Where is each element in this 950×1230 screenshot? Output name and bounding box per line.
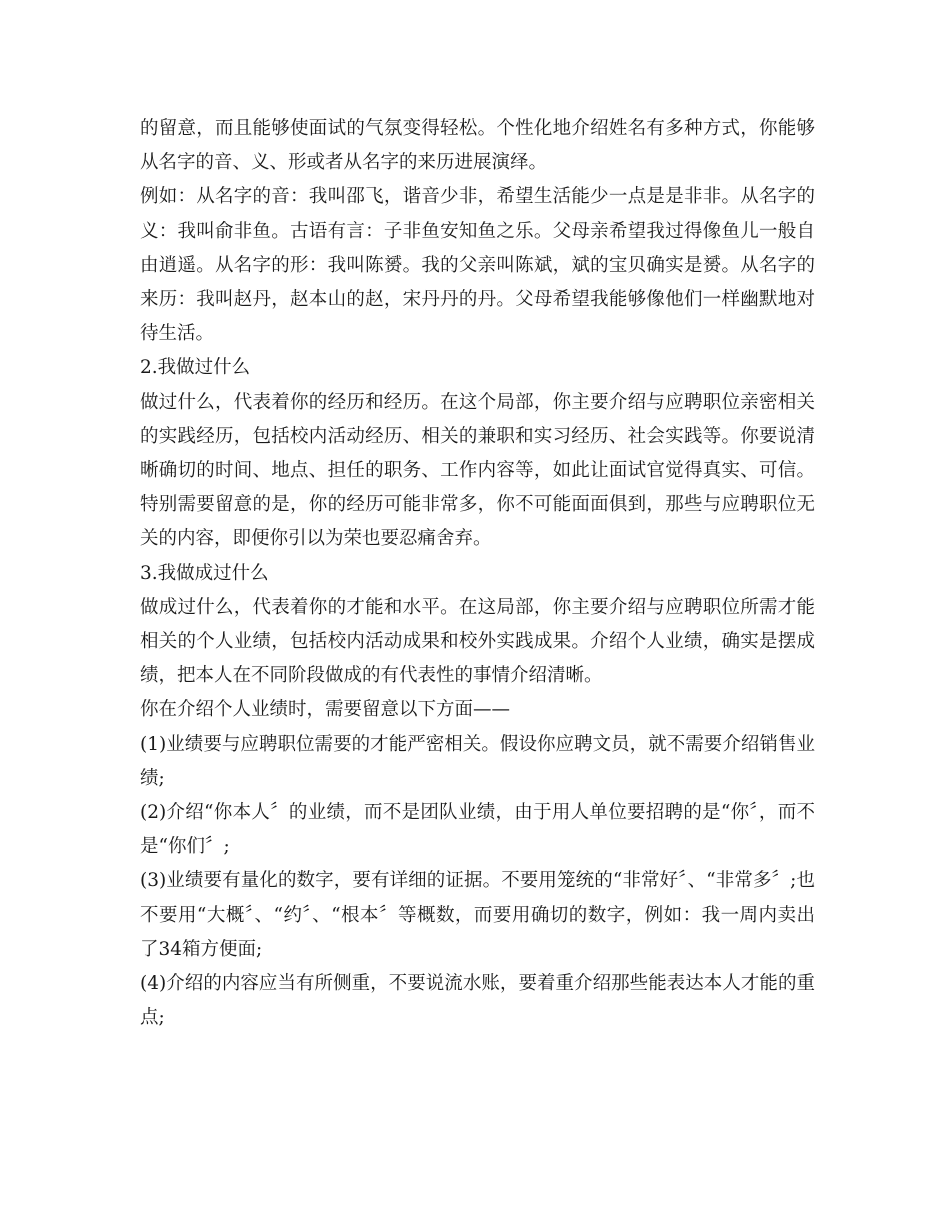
paragraph-name-examples: 例如：从名字的音：我叫邵飞，谐音少非，希望生活能少一点是是非非。从名字的义：我叫俞非鱼。古语有言：子非鱼安知鱼之乐。父母亲希望我过得像鱼儿一般自由逍遥。从名字的形：我叫陈赟。我的父亲叫陈斌，斌的宝贝确实是赟。从名字的来历：我叫赵丹，赵本山的赵，宋丹丹的丹。父母希望我能够像他们一样幽默地对待生活。 xyxy=(140,186,815,345)
list-item-3: (3)业绩要有量化的数字，要有详细的证据。不要用笼统的“非常好〞、“非常多〞;也不要用“大概〞、“约〞、“根本〞等概数，而要用确切的数字，例如：我一周内卖出了34箱方便面; xyxy=(140,870,815,960)
list-item-2: (2)介绍“你本人〞的业绩，而不是团队业绩，由于用人单位要招聘的是“你〞，而不是“你们〞; xyxy=(140,802,815,858)
paragraph-attention-intro: 你在介绍个人业绩时，需要留意以下方面—— xyxy=(140,699,511,721)
paragraph-name-intro-end: 的留意，而且能够使面试的气氛变得轻松。个性化地介绍姓名有多种方式，你能够从名字的音、义、形或者从名字的来历进展演绎。 xyxy=(140,118,815,174)
section-heading-what-i-achieved: 3.我做成过什么 xyxy=(140,562,269,584)
list-item-4: (4)介绍的内容应当有所侧重，不要说流水账，要着重介绍那些能表达本人才能的重点; xyxy=(140,973,815,1029)
paragraph-achievements: 做成过什么，代表着你的才能和水平。在这局部，你主要介绍与应聘职位所需才能相关的个人业绩，包括校内活动成果和校外实践成果。介绍个人业绩，确实是摆成绩，把本人在不同阶段做成的有代表性的事情介绍清晰。 xyxy=(140,596,815,687)
list-item-1: (1)业绩要与应聘职位需要的才能严密相关。假设你应聘文员，就不需要介绍销售业绩; xyxy=(140,733,815,789)
document-body xyxy=(140,112,815,1035)
paragraph-experience: 做过什么，代表着你的经历和经历。在这个局部，你主要介绍与应聘职位亲密相关的实践经历，包括校内活动经历、相关的兼职和实习经历、社会实践等。你要说清晰确切的时间、地点、担任的职务、工作内容等，如此让面试官觉得真实、可信。特别需要留意的是，你的经历可能非常多，你不可能面面俱到，那些与应聘职位无关的内容，即便你引以为荣也要忍痛舍弃。 xyxy=(140,391,815,550)
section-heading-what-i-did: 2.我做过什么 xyxy=(140,357,251,379)
